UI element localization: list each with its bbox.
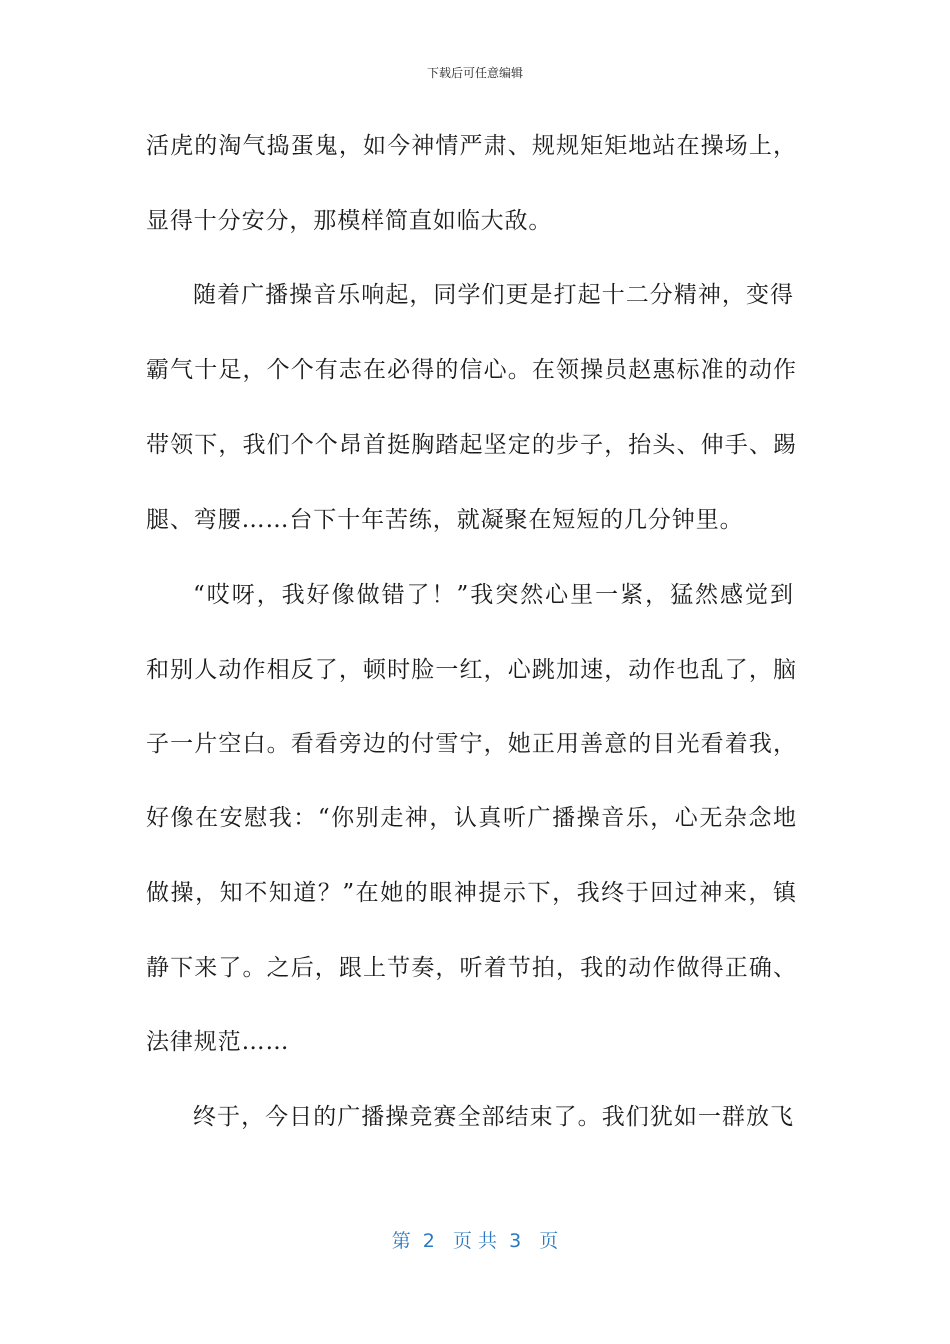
page-number-text: 第 2 页 共 3 页: [391, 1230, 559, 1252]
text-line: “哎呀，我好像做错了！”我突然心里一紧，猛然感觉到: [193, 582, 793, 608]
text-line: 静下来了。之后，跟上节奏，听着节拍，我的动作做得正确、: [146, 955, 796, 981]
text-line: 霸气十足，个个有志在必得的信心。在领操员赵惠标准的动作: [146, 357, 796, 383]
text-line: 随着广播操音乐响起，同学们更是打起十二分精神，变得: [193, 282, 793, 308]
page-number: [0, 1226, 950, 1253]
text-line: 显得十分安分，那模样简直如临大敌。: [146, 208, 553, 234]
page-header: 下载后可任意编辑: [426, 66, 523, 80]
text-line: 和别人动作相反了，顿时脸一红，心跳加速，动作也乱了，脑: [146, 657, 796, 683]
text-line: 做操，知不知道？”在她的眼神提示下，我终于回过神来，镇: [146, 880, 796, 906]
text-line: 活虎的淘气捣蛋鬼，如今神情严肃、规规矩矩地站在操场上，: [146, 133, 796, 159]
text-line: 法律规范……: [146, 1029, 290, 1055]
text-line: 好像在安慰我：“你别走神，认真听广播操音乐，心无杂念地: [146, 805, 796, 831]
text-line: 子一片空白。看看旁边的付雪宁，她正用善意的目光看着我，: [146, 731, 796, 757]
text-line: 带领下，我们个个昂首挺胸踏起坚定的步子，抬头、伸手、踢: [146, 432, 796, 458]
text-line: 终于，今日的广播操竞赛全部结束了。我们犹如一群放飞: [193, 1104, 793, 1130]
text-line: 腿、弯腰……台下十年苦练，就凝聚在短短的几分钟里。: [146, 507, 744, 533]
